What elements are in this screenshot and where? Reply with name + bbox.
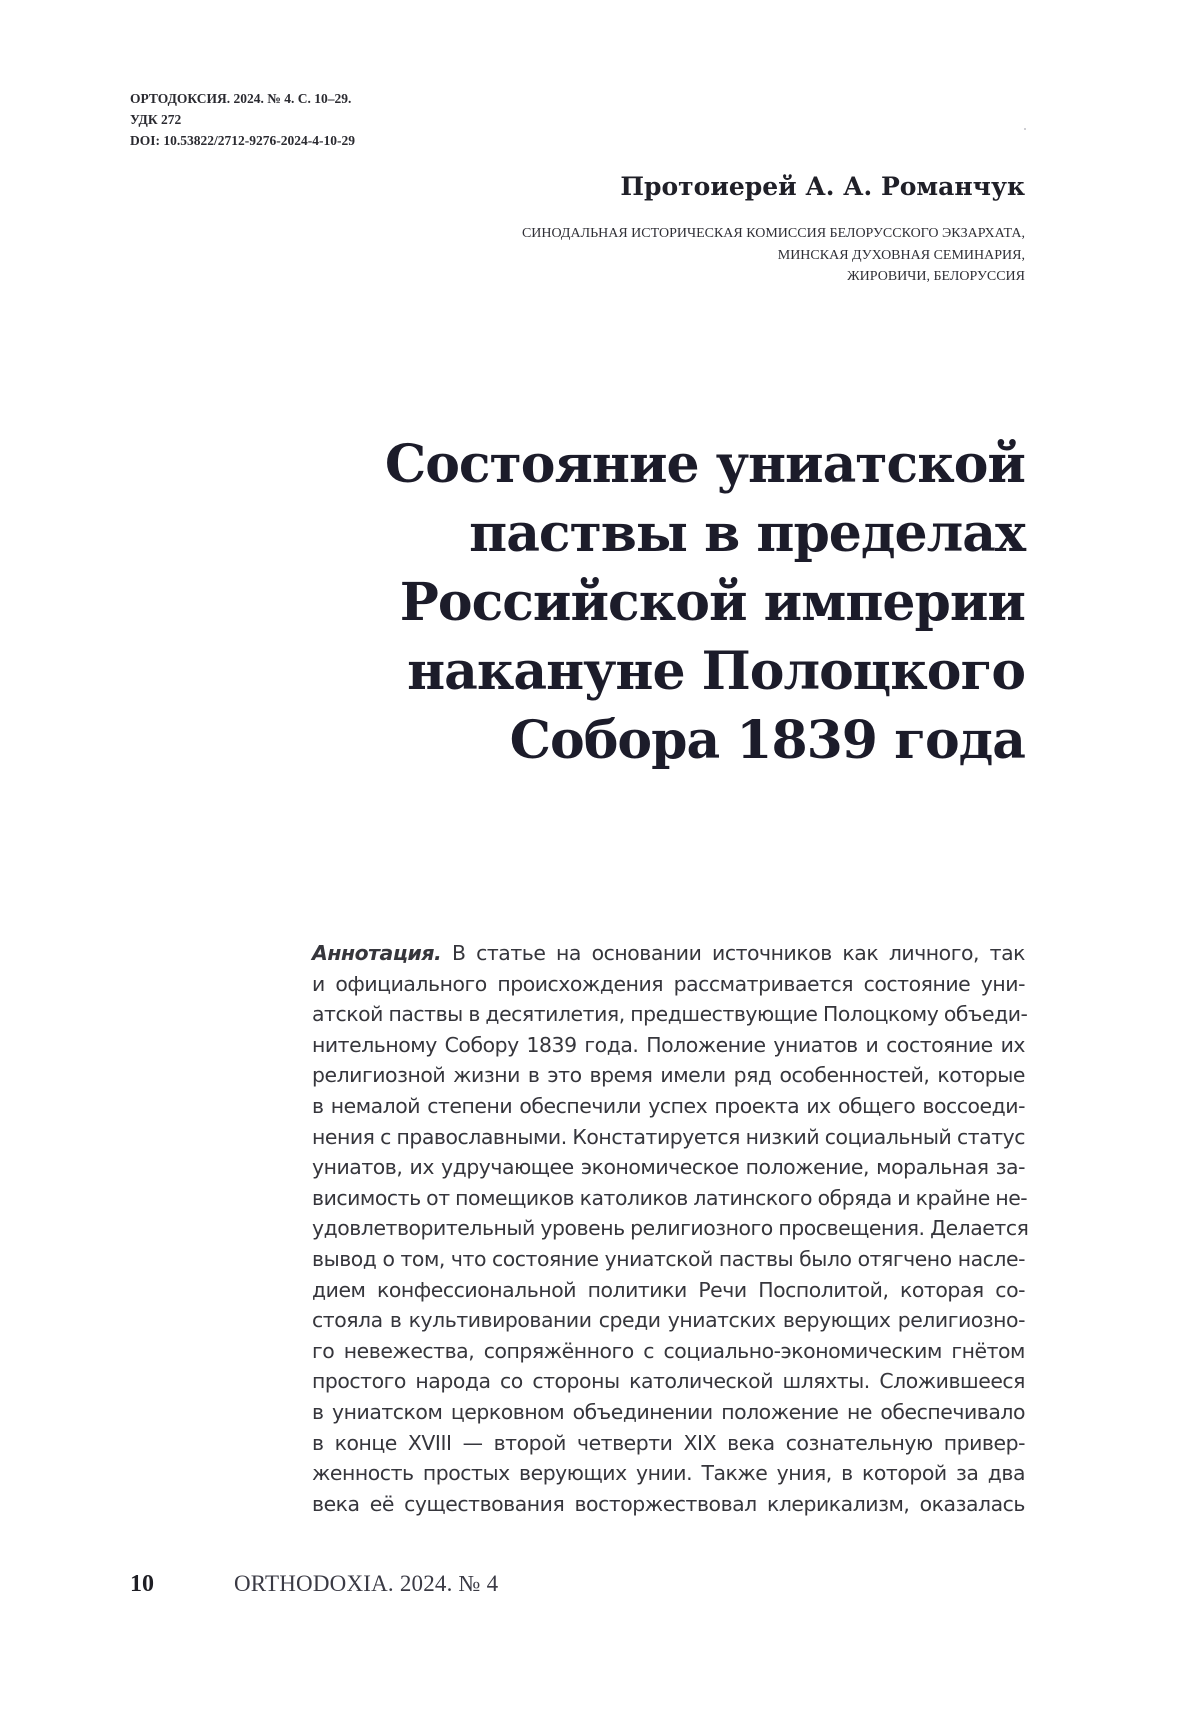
journal-name: ORTHODOXIA. 2024. № 4 — [234, 1571, 499, 1596]
article-metadata — [130, 88, 630, 151]
abstract-line: в конце XVIII — второй четверти XIX века сознательную привер- — [312, 1430, 1025, 1455]
udc-line: УДК 272 — [130, 112, 182, 127]
abstract-first-line — [312, 938, 1025, 969]
abstract-line: религиозной жизни в это время имели ряд особенностей, которые — [312, 1063, 1025, 1088]
abstract-line: века её существования восторжествовал клерикализм, оказалась — [312, 1491, 1025, 1516]
abstract-label: Аннотация. — [312, 941, 442, 965]
title-line: Российской империи — [399, 572, 1025, 633]
abstract-line: удовлетворительный уровень религиозного просвещения. Делается — [312, 1216, 1029, 1241]
author-affiliation — [325, 223, 1025, 288]
abstract-line: го невежества, сопряжённого с социально-экономическим гнётом — [312, 1338, 1025, 1363]
abstract-line: атской паствы в десятилетия, предшествующие Полоцкому объеди- — [312, 1002, 1028, 1027]
title-line: Состояние униатской — [384, 434, 1025, 495]
doi-line: DOI: 10.53822/2712-9276-2024-4-10-29 — [130, 133, 355, 148]
abstract-line: и официального происхождения рассматривается состояние уни- — [312, 971, 1025, 996]
abstract-line: нительному Собору 1839 года. Положение униатов и состояние их — [312, 1032, 1025, 1057]
page-footer — [130, 1567, 830, 1601]
abstract-line: висимость от помещиков католиков латинского обряда и крайне не- — [312, 1185, 1028, 1210]
author-name: Протоиерей А. А. Романчук — [620, 172, 1025, 201]
title-line: Собора 1839 года — [509, 710, 1025, 771]
abstract-line: в униатском церковном объединении положение не обеспечивало — [312, 1399, 1025, 1424]
affiliation-line: ЖИРОВИЧИ, БЕЛОРУССИЯ — [847, 269, 1025, 284]
citation-line: ОРТОДОКСИЯ. 2024. № 4. С. 10–29. — [130, 91, 352, 106]
affiliation-line: СИНОДАЛЬНАЯ ИСТОРИЧЕСКАЯ КОМИССИЯ БЕЛОРУССКОГО ЭКЗАРХАТА, — [521, 226, 1025, 241]
abstract-line: стояла в культивировании среди униатских верующих религиозно- — [312, 1308, 1025, 1333]
affiliation-line: МИНСКАЯ ДУХОВНАЯ СЕМИНАРИЯ, — [777, 247, 1025, 263]
abstract-first-line-text: В статье на основании источников как личного, так — [451, 941, 1025, 965]
page-number: 10 — [130, 1571, 154, 1597]
abstract-line: в немалой степени обеспечили успех проекта их общего воссоеди- — [312, 1093, 1025, 1118]
title-line: паствы в пределах — [469, 503, 1025, 564]
abstract-line: нения с православными. Констатируется низкий социальный статус — [312, 1124, 1025, 1149]
corner-mark — [1024, 128, 1026, 130]
abstract-line: униатов, их удручающее экономическое положение, моральная за- — [312, 1155, 1025, 1180]
abstract-line: дием конфессиональной политики Речи Посполитой, которая со- — [312, 1277, 1025, 1302]
abstract-line: женность простых верующих унии. Также уния, в которой за два — [312, 1461, 1025, 1486]
abstract-line: простого народа со стороны католической шляхты. Сложившееся — [312, 1369, 1025, 1394]
abstract — [312, 938, 1029, 1519]
article-title — [125, 430, 1025, 775]
abstract-line: вывод о том, что состояние униатской паствы было отягчено насле- — [312, 1246, 1025, 1271]
title-line: накануне Полоцкого — [407, 641, 1025, 702]
